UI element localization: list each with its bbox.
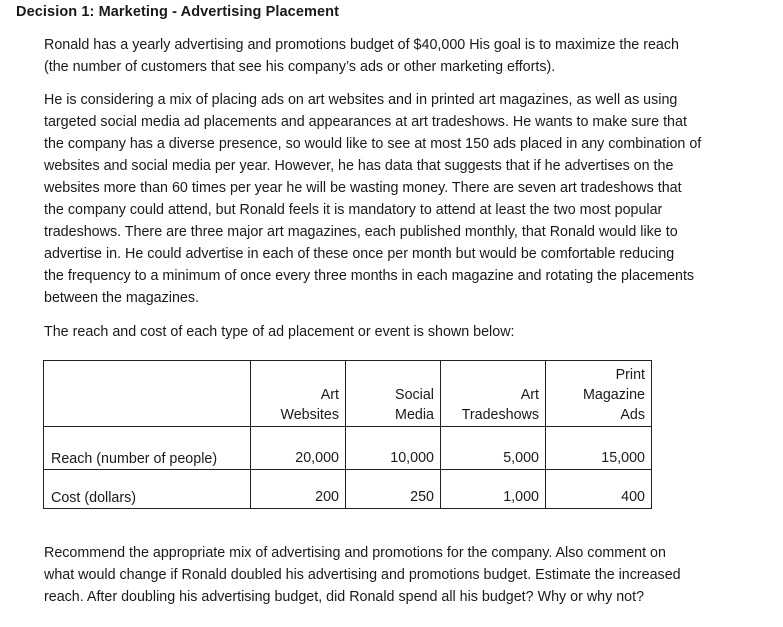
table-cell: 5,000 — [441, 427, 546, 470]
paragraph-line: the frequency to a minimum of once every three months in each magazine and rotating the placements — [44, 268, 695, 284]
header-cell-art-websites: Art Websites — [251, 361, 346, 427]
table-cell: 250 — [346, 470, 441, 509]
table-cell: 10,000 — [346, 427, 441, 470]
document-title: Decision 1: Marketing - Advertising Placement — [16, 4, 340, 20]
paragraph-line: targeted social media ad placements and appearances at art tradeshows. He wants to make sure that — [44, 114, 687, 130]
header-cell-art-tradeshows: Art Tradeshows — [441, 361, 546, 427]
row-label: Reach (number of people) — [44, 427, 251, 470]
reach-cost-table — [43, 360, 652, 509]
table-cell: 200 — [251, 470, 346, 509]
table-row-cost — [44, 470, 652, 509]
table-cell: 15,000 — [546, 427, 652, 470]
paragraph-line: advertise in. He could advertise in each of these once per month but would be comfortable reducing — [44, 246, 675, 262]
table-header-row — [44, 361, 652, 427]
paragraph-line: Ronald has a yearly advertising and promotions budget of $40,000 His goal is to maximize the reach — [44, 37, 679, 53]
constraints-paragraph — [44, 89, 764, 309]
paragraph-line: the company has a diverse presence, so would like to see at most 150 ads placed in any combination of — [44, 136, 702, 152]
paragraph-line: Recommend the appropriate mix of advertising and promotions for the company. Also comment on — [44, 545, 666, 561]
paragraph-line: websites more than 60 times per year he will be wasting money. There are seven art tradeshows that — [44, 180, 682, 196]
row-label: Cost (dollars) — [44, 470, 251, 509]
header-cell-print-magazine-ads: Print Magazine Ads — [546, 361, 652, 427]
paragraph-line: tradeshows. There are three major art magazines, each published monthly, that Ronald would like to — [44, 224, 678, 240]
recommendation-paragraph — [44, 542, 764, 608]
header-cell-empty — [44, 361, 251, 427]
table-cell: 400 — [546, 470, 652, 509]
table-cell: 20,000 — [251, 427, 346, 470]
paragraph-line: the company could attend, but Ronald feels it is mandatory to attend at least the two most popular — [44, 202, 663, 218]
paragraph-line: He is considering a mix of placing ads on art websites and in printed art magazines, as well as using — [44, 92, 678, 108]
table-intro-paragraph: The reach and cost of each type of ad placement or event is shown below: — [44, 324, 515, 340]
table-row-reach — [44, 427, 652, 470]
header-cell-social-media: Social Media — [346, 361, 441, 427]
paragraph-line: (the number of customers that see his company’s ads or other marketing efforts). — [44, 59, 556, 75]
paragraph-line: reach. After doubling his advertising budget, did Ronald spend all his budget? Why or why not? — [44, 589, 645, 605]
paragraph-line: websites and social media per year. However, he has data that suggests that if he advertises on the — [44, 158, 674, 174]
table-cell: 1,000 — [441, 470, 546, 509]
paragraph-line: what would change if Ronald doubled his advertising and promotions budget. Estimate the increased — [44, 567, 681, 583]
paragraph-line: between the magazines. — [44, 290, 199, 306]
budget-paragraph — [44, 34, 764, 78]
